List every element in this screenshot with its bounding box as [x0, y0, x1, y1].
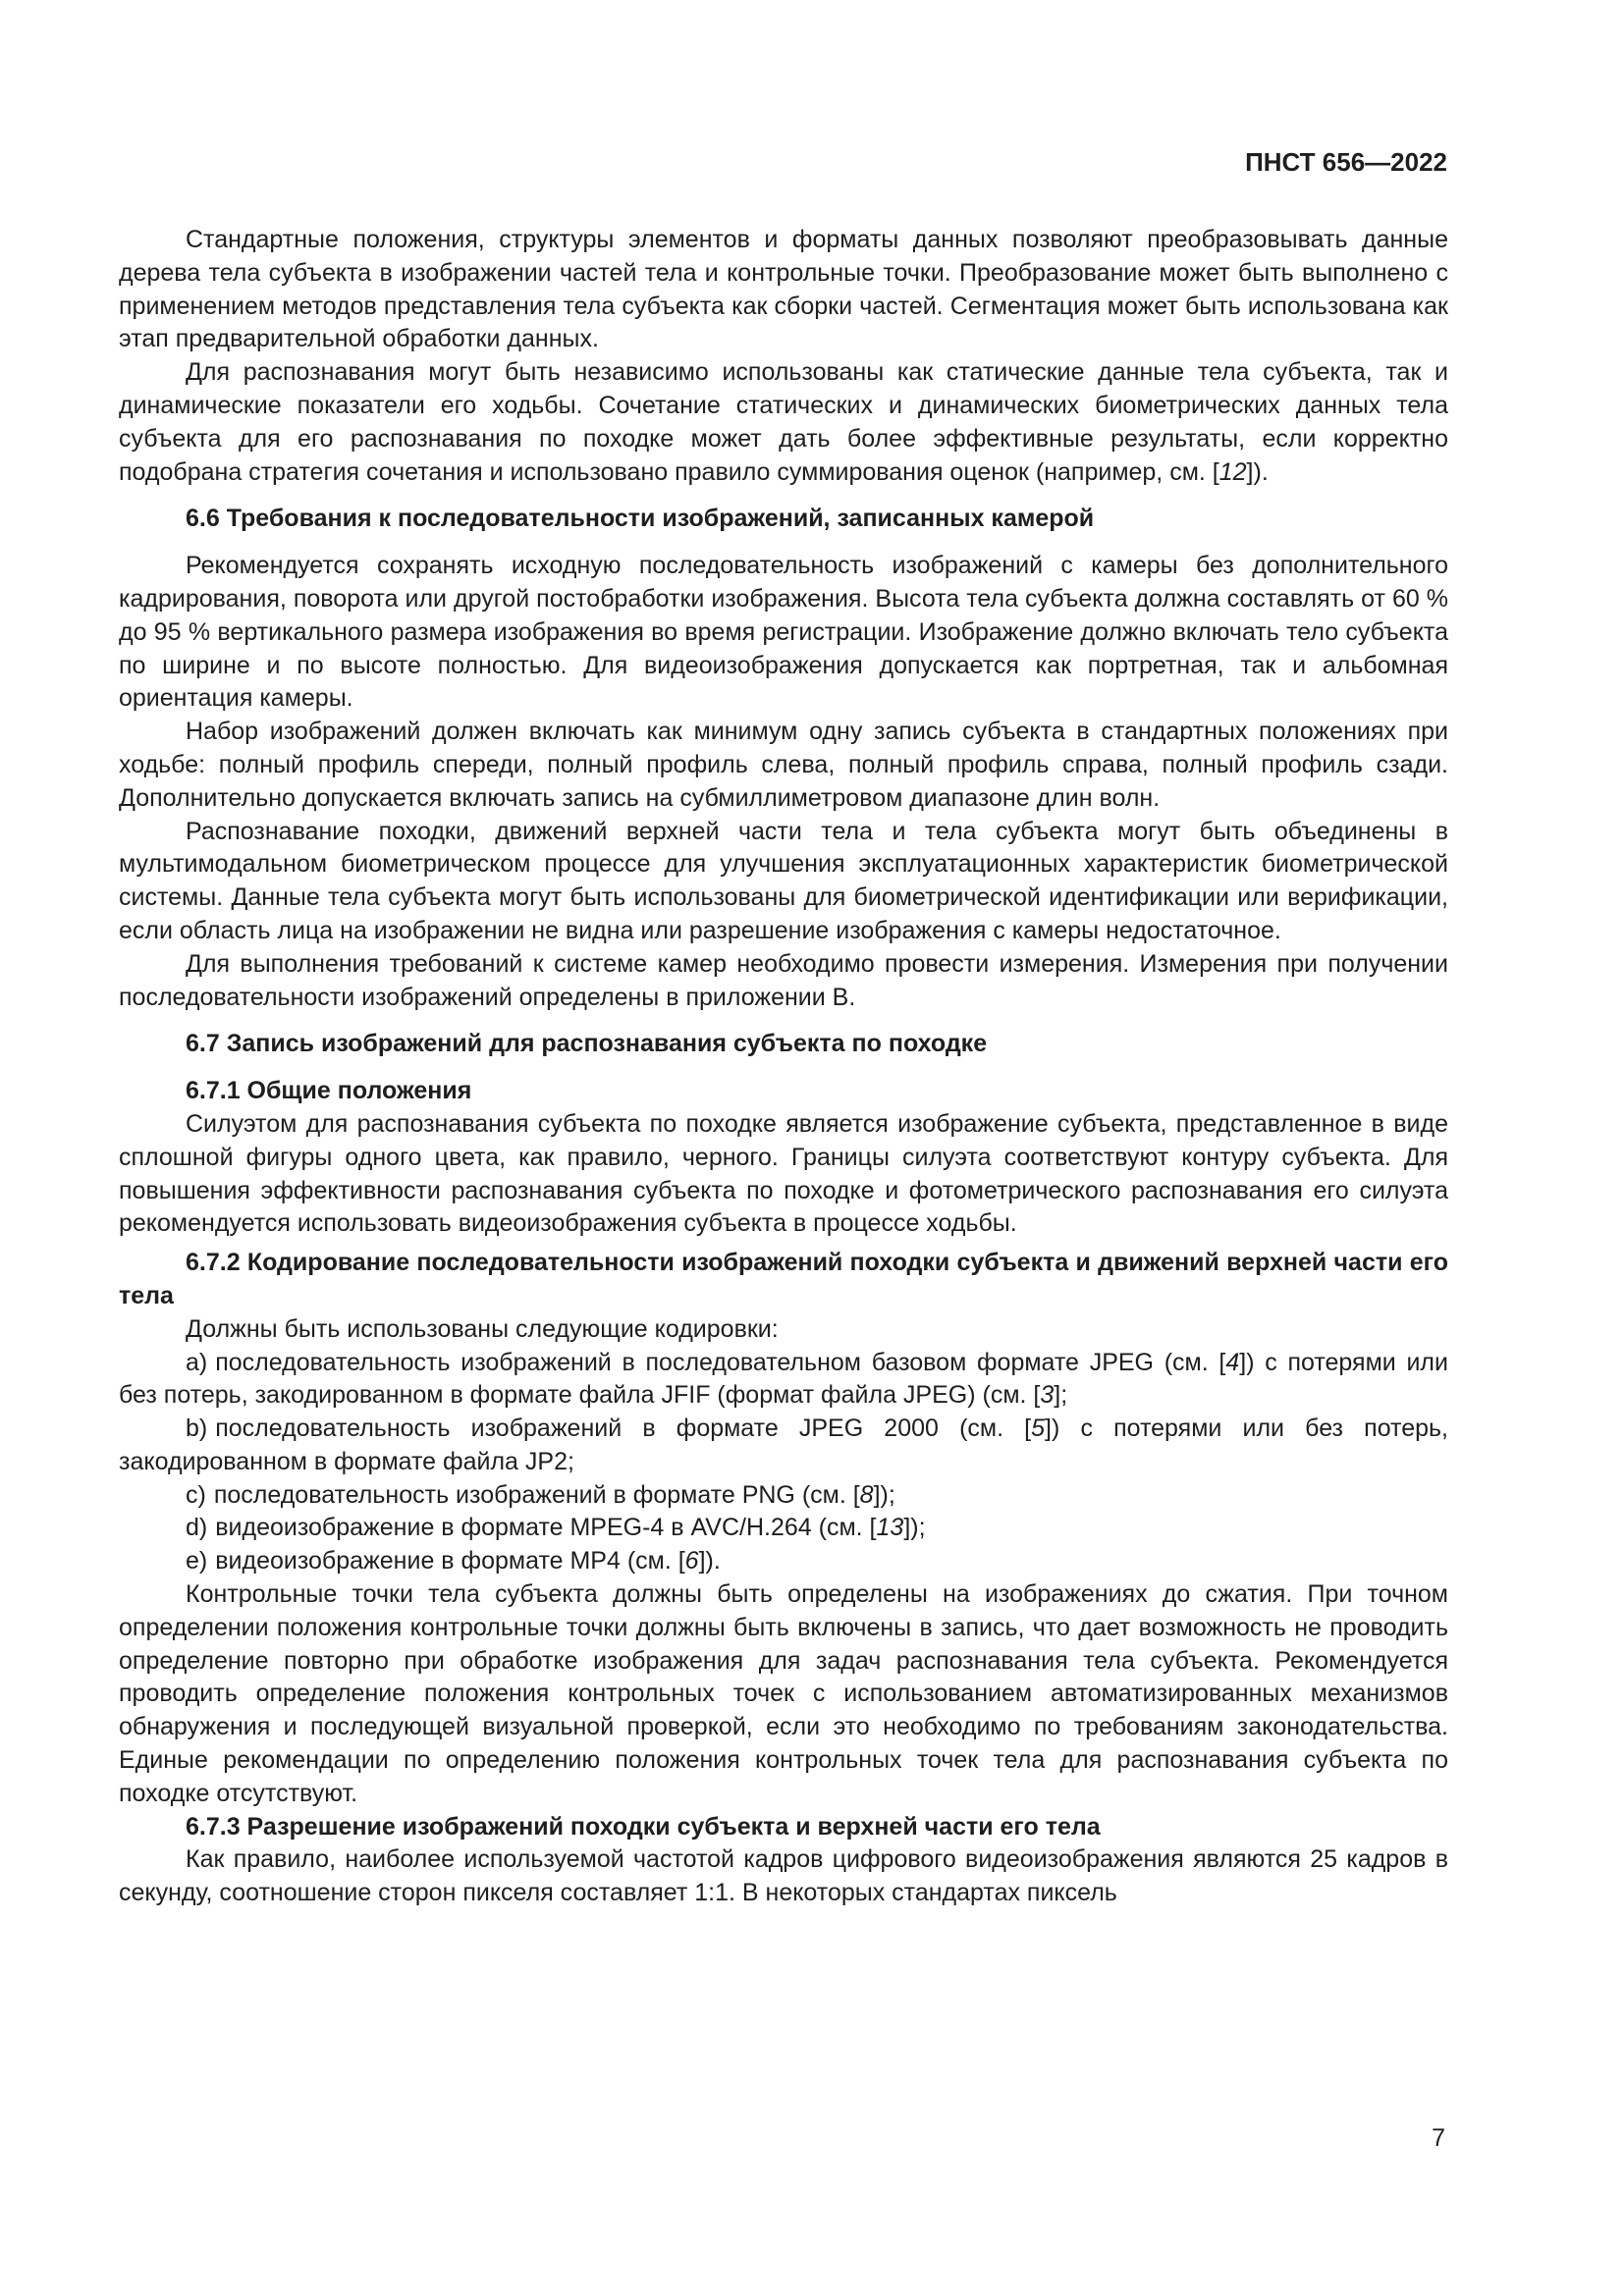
subsection-heading-6-7-2: 6.7.2 Кодирование последовательности изображений походки субъекта и движений верхней части его тела	[119, 1249, 1448, 1309]
paragraph: Рекомендуется сохранять исходную последовательность изображений с камеры без дополнительного кадрирования, поворота или другой постобработки изображения. Высота тела субъекта должна составлять от 60 % до 95 % вертикального размера изображения во время регистрации. Изображение должно включать тело субъекта по ширине и по высоте полностью. Для видеоизображения допускается как портретная, так и альбомная ориентация камеры.	[119, 552, 1448, 713]
paragraph: Как правило, наиболее используемой частотой кадров цифрового видеоизображения являются 25 кадров в секунду, соотношение сторон пикселя составляет 1:1. В некоторых стандартах пиксель	[119, 1845, 1448, 1907]
paragraph: Должны быть использованы следующие кодировки:	[186, 1314, 779, 1343]
reference: 6	[684, 1547, 699, 1575]
reference: 3	[1040, 1381, 1055, 1410]
paragraph: Для выполнения требований к системе камер необходимо провести измерения. Измерения при получении последовательности изображений определены в приложении В.	[119, 949, 1448, 1011]
reference: 13	[876, 1514, 904, 1542]
document-code: ПНСТ 656—2022	[1245, 147, 1447, 177]
list-item: c) последовательность изображений в формате PNG (см. [8]);	[186, 1480, 895, 1509]
section-heading-6-7: 6.7 Запись изображений для распознавания субъекта по походке	[186, 1030, 988, 1058]
paragraph: Для распознавания могут быть независимо использованы как статические данные тела субъекта, так и динамические показатели его ходьбы. Сочетание статических и динамических биометрических данных тела субъекта для его распознавания по походке может дать более эффективные результаты, если корректно подобрана стратегия сочетания и использовано правило суммирования оценок (например, см. [12]).	[119, 358, 1448, 486]
list-item: e) видеоизображение в формате MP4 (см. [6]).	[186, 1547, 721, 1575]
paragraph: Набор изображений должен включать как минимум одну запись субъекта в стандартных положениях при ходьбе: полный профиль спереди, полный профиль слева, полный профиль справа, полный профиль сзади. Дополнительно допускается включать запись на субмиллиметровом диапазоне длин волн.	[119, 718, 1448, 812]
reference: 4	[1225, 1348, 1240, 1376]
list-item: b) последовательность изображений в формате JPEG 2000 (см. [5]) с потерями или без потерь, закодированном в формате файла JP2;	[119, 1415, 1448, 1475]
subsection-heading-6-7-1: 6.7.1 Общие положения	[186, 1077, 472, 1105]
document-body	[119, 224, 1448, 1910]
paragraph: Распознавание походки, движений верхней части тела и тела субъекта могут быть объединены в мультимодальном биометрическом процессе для улучшения эксплуатационных характеристик биометрической системы. Данные тела субъекта могут быть использованы для биометрической идентификации или верификации, если область лица на изображении не видна или разрешение изображения с камеры недостаточное.	[119, 817, 1448, 944]
paragraph: Стандартные положения, структуры элементов и форматы данных позволяют преобразовывать данные дерева тела субъекта в изображении частей тела и контрольные точки. Преобразование может быть выполнено с применением методов представления тела субъекта как сборки частей. Сегментация может быть использована как этап предварительной обработки данных.	[119, 226, 1448, 353]
page-number: 7	[1432, 2124, 1445, 2152]
list-item: a) последовательность изображений в последовательном базовом формате JPEG (см. [4]) с потерями или без потерь, закодированном в формате файла JFIF (формат файла JPEG) (см. [3];	[119, 1348, 1448, 1410]
paragraph: Контрольные точки тела субъекта должны быть определены на изображениях до сжатия. При точном определении положения контрольные точки должны быть включены в запись, что дает возможность не проводить определение повторно при обработке изображения для задач распознавания тела субъекта. Рекомендуется проводить определение положения контрольных точек с использованием автоматизированных механизмов обнаружения и последующей визуальной проверкой, если это необходимо по требованиям законодательства. Единые рекомендации по определению положения контрольных точек тела для распознавания субъекта по походке отсутствуют.	[119, 1580, 1448, 1807]
reference: 12	[1218, 457, 1247, 486]
reference: 8	[859, 1480, 874, 1509]
reference: 5	[1031, 1415, 1046, 1443]
paragraph: Силуэтом для распознавания субъекта по походке является изображение субъекта, представленное в виде сплошной фигуры одного цвета, как правило, черного. Границы силуэта соответствуют контуру субъекта. Для повышения эффективности распознавания субъекта по походке и фотометрического распознавания его силуэта рекомендуется использовать видеоизображения субъекта в процессе ходьбы.	[119, 1109, 1448, 1238]
list-item: d) видеоизображение в формате MPEG-4 в AVC/H.264 (см. [13]);	[186, 1514, 926, 1542]
section-heading-6-6: 6.6 Требования к последовательности изображений, записанных камерой	[186, 505, 1095, 533]
subsection-heading-6-7-3: 6.7.3 Разрешение изображений походки субъекта и верхней части его тела	[186, 1812, 1101, 1841]
